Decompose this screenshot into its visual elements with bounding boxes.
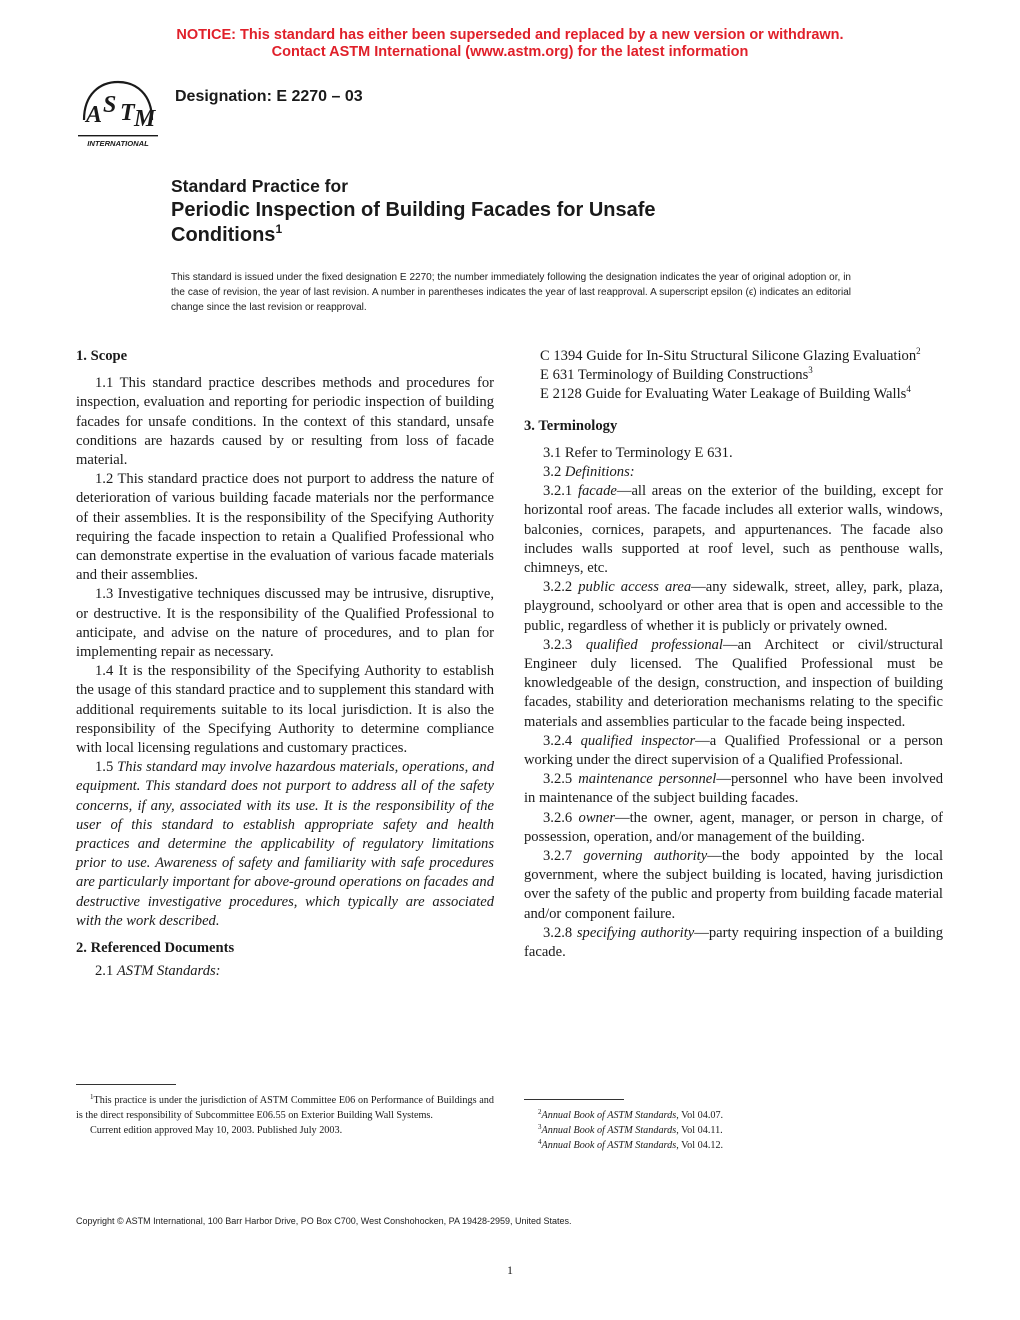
footnote-1: $^1$This practice is under the jurisdiction of ASTM Committee E06 on Performance of Buildings and is the direct responsibility of Subcommittee E06.55 on Exterior Building Wall Systems. — [76, 1093, 494, 1121]
footnote-rule-right — [524, 1099, 624, 1100]
footnote-4: $^4$Annual Book of ASTM Standards, Vol 04.12. — [538, 1138, 724, 1151]
paragraph-1-4: 1.4 It is the responsibility of the Specifying Authority to establish the usage of this standard practice and to supplement this standard with additional requirements suitable to its local jurisdiction. It is also the responsibility of the Specifying Authority to determine compliance with local licensing regulations and customary practices. — [76, 663, 494, 757]
section-2-heading: 2. Referenced Documents — [76, 940, 235, 957]
title-pre: Standard Practice for — [171, 176, 348, 196]
footnote-2: $^2$Annual Book of ASTM Standards, Vol 04.07. — [538, 1108, 724, 1121]
left-column — [76, 347, 494, 982]
definition-3-2-8: 3.2.8 specifying authority—party requiring inspection of a building facade. — [524, 924, 943, 961]
notice-line-1: NOTICE: This standard has either been superseded and replaced by a new version or withdrawn. — [176, 27, 844, 43]
withdrawn-notice — [0, 27, 1020, 61]
definition-3-2-3: 3.2.3 qualified professional—an Architect or civil/structural Engineer duly licensed. The Qualified Professional must be knowledgeable of the design, construction, and inspection of building facades, stability and deterioration mechanisms relating to the specific materials and assemblies particular to the facade being inspected. — [524, 636, 944, 730]
astm-logo-letter-a: A — [86, 102, 103, 128]
section-3-heading: 3. Terminology — [524, 417, 618, 434]
reference-e631: E 631 Terminology of Building Constructions$^3$ — [540, 365, 813, 384]
astm-logo-subtext: INTERNATIONAL — [87, 139, 149, 148]
footnote-3: $^3$Annual Book of ASTM Standards, Vol 04.11. — [538, 1123, 723, 1136]
title-line-2: Conditions$^1$ — [171, 222, 283, 246]
footnote-1-approval: Current edition approved May 10, 2003. Published July 2003. — [90, 1125, 343, 1136]
paragraph-3-1: 3.1 Refer to Terminology E 631. — [543, 444, 733, 461]
reference-c1394: C 1394 Guide for In-Situ Structural Silicone Glazing Evaluation$^2$ — [540, 346, 921, 364]
section-1-heading: 1. Scope — [76, 348, 128, 364]
astm-logo-letter-t: T — [120, 100, 135, 126]
paragraph-3-2: 3.2 Definitions: — [543, 464, 635, 481]
footnote-rule-left — [76, 1084, 176, 1085]
paragraph-1-5: 1.5 This standard may involve hazardous materials, operations, and equipment. This standard does not purport to address all of the safety concerns, if any, associated with its use. It is the responsibility of the user of this standard to establish appropriate safety and health practices and determine the applicability of regulatory limitations prior to use. Awareness of safety and familiarity with safe procedures are particularly important for above-ground operations on facades and destructive investigative procedures, which typically are associated with the work described. — [76, 759, 494, 929]
page-number: 1 — [507, 1263, 513, 1277]
definition-3-2-4: 3.2.4 qualified inspector—a Qualified Professional or a person working under the direct supervision of a Qualified Professional. — [524, 732, 943, 769]
astm-logo-letter-m: M — [134, 106, 156, 132]
issued-note: This standard is issued under the fixed designation E 2270; the number immediately following the designation indicates the year of original adoption or, in the case of revision, the year of last revision. A number in parentheses indicates the year of last reapproval. A superscript epsilon (ϵ) indicates an editorial change since the last revision or reapproval. — [171, 272, 851, 313]
paragraph-1-2: 1.2 This standard practice does not purport to address the nature of deterioration of various building facade materials nor the performance of their assemblies. It is the responsibility of the Specifying Authority requiring the facade inspection to retain a Qualified Professional who can demonstrate expertise in the evaluation of various facade materials and their assemblies. — [76, 471, 494, 584]
astm-logo-letter-s: S — [103, 92, 117, 118]
reference-e2128: E 2128 Guide for Evaluating Water Leakage of Building Walls$^4$ — [540, 384, 911, 403]
title-line-1: Periodic Inspection of Building Facades for Unsafe — [171, 199, 656, 221]
astm-international-logo — [76, 76, 160, 148]
definition-3-2-6: 3.2.6 owner—the owner, agent, manager, or person in charge, of possession, operation, and/or management of the building. — [524, 809, 943, 845]
title-block — [171, 174, 656, 248]
notice-line-2: Contact ASTM International (www.astm.org) for the latest information — [271, 44, 749, 60]
designation: Designation: E 2270 – 03 — [175, 88, 363, 105]
definition-3-2-2: 3.2.2 public access area—any sidewalk, street, alley, park, plaza, playground, schoolyard or other area that is open and accessible to the public, regardless of whether it is publicly or privately owned. — [524, 579, 943, 634]
paragraph-2-1: 2.1 ASTM Standards: — [95, 963, 221, 980]
paragraph-1-1: 1.1 This standard practice describes methods and procedures for inspection, evaluation and reporting for periodic inspection of building facades for unsafe conditions. In the context of this standard, unsafe conditions are hazards caused by or resulting from loss of facade material. — [76, 375, 494, 469]
footnotes-right — [524, 1108, 943, 1153]
definition-3-2-7: 3.2.7 governing authority—the body appointed by the local government, where the subject building is located, having jurisdiction over the safety of the public and property from building facade material and/or component failure. — [524, 848, 943, 922]
copyright-line: Copyright © ASTM International, 100 Barr Harbor Drive, PO Box C700, West Conshohocken, PA 19428-2959, United States. — [76, 1216, 572, 1226]
title-footnote-mark: 1 — [275, 222, 283, 236]
definition-3-2-5: 3.2.5 maintenance personnel—personnel who have been involved in maintenance of the subject building facades. — [524, 771, 943, 807]
definition-3-2-1: 3.2.1 facade—all areas on the exterior of the building, except for horizontal roof areas. The facade includes all exterior walls, windows, balconies, cornices, parapets, and appurtenances. The facade also includes walls supported at roof level, such as penthouse walls, chimneys, etc. — [524, 483, 943, 577]
footnotes-left — [76, 1093, 494, 1138]
right-column — [524, 347, 943, 962]
paragraph-1-3: 1.3 Investigative techniques discussed may be intrusive, disruptive, or destructive. It is the responsibility of the Qualified Professional to anticipate, and advise on the nature of procedures, and to plan for implementing repair as necessary. — [76, 586, 494, 661]
